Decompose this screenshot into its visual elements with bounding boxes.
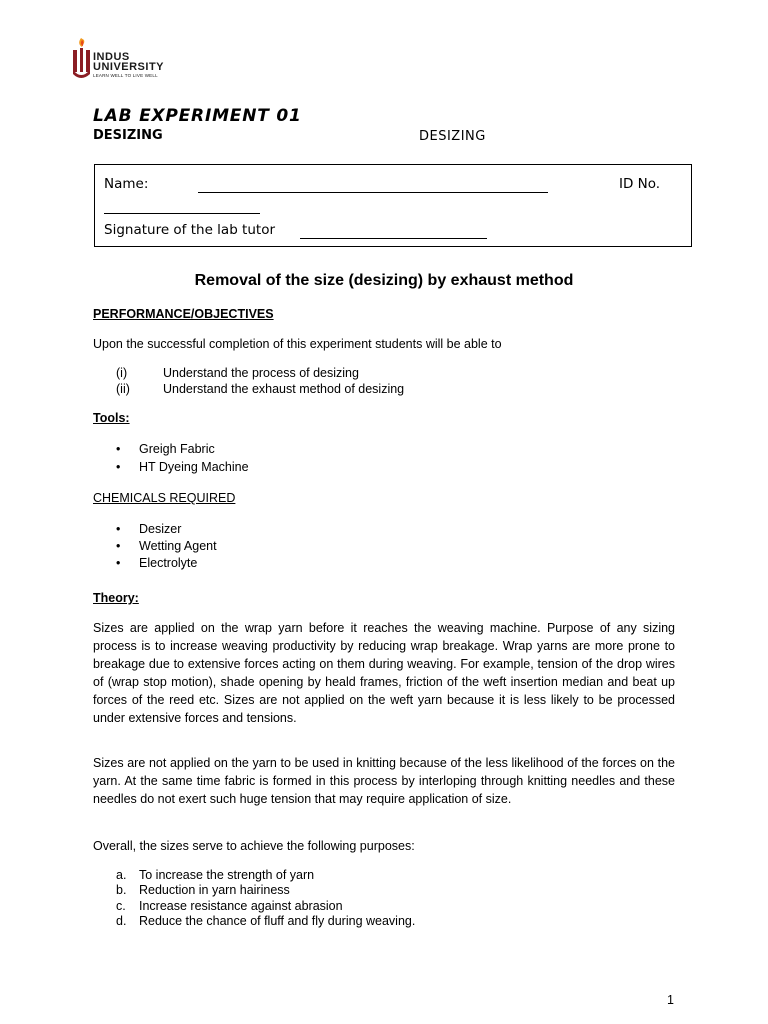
purpose-letter: a. — [116, 868, 127, 882]
objectives-heading: PERFORMANCE/OBJECTIVES — [93, 307, 274, 321]
purpose-text: Increase resistance against abrasion — [139, 899, 343, 913]
theory-paragraph-1: Sizes are applied on the wrap yarn before it reaches the weaving machine. Purpose of any sizing process is to increase weaving productivity by reducing wrap breakage. Wrap yarns are more prone to breakage due to extensive forces acting on them during weaving. For example, tension of the drop wires of (wrap stop motion), shade opening by heald frames, friction of the weft insertion median and beat up forces of the reed etc. Sizes are not applied on the weft yarn because it is less likely to be processed under extensive forces and tensions. — [93, 621, 675, 725]
objective-text: Understand the process of desizing — [163, 366, 359, 380]
tool-item: • HT Dyeing Machine — [139, 459, 249, 476]
chemicals-heading: CHEMICALS REQUIRED — [93, 491, 236, 505]
student-info-box — [94, 164, 692, 247]
tool-item: • Greigh Fabric — [139, 441, 215, 458]
objectives-intro: Upon the successful completion of this experiment students will be able to — [93, 337, 502, 351]
objective-text: Understand the exhaust method of desizing — [163, 382, 405, 396]
theory-heading: Theory: — [93, 591, 139, 605]
chemical-item: • Electrolyte — [139, 555, 197, 572]
purpose-letter: c. — [116, 899, 126, 913]
page-number: 1 — [667, 993, 674, 1007]
purpose-text: Reduce the chance of fluff and fly during weaving. — [139, 914, 416, 928]
chemical-item: • Desizer — [139, 521, 181, 538]
purpose-letter: d. — [116, 914, 127, 928]
purpose-letter: b. — [116, 883, 127, 897]
theory-paragraph-3: Overall, the sizes serve to achieve the following purposes: — [93, 839, 415, 853]
id-label: ID No. — [619, 176, 661, 192]
id-field-line[interactable] — [104, 213, 260, 214]
lab-title: LAB EXPERIMENT 01 — [93, 106, 302, 126]
logo-text — [93, 52, 164, 78]
signature-label: Signature of the lab tutor — [104, 222, 276, 238]
purpose-text: Reduction in yarn hairiness — [139, 883, 290, 897]
signature-field-line[interactable] — [300, 238, 487, 239]
logo-line-2: UNIVERSITY — [93, 61, 165, 73]
objective-num: (ii) — [116, 382, 130, 396]
objective-num: (i) — [116, 366, 128, 380]
purpose-text: To increase the strength of yarn — [139, 868, 315, 882]
tools-heading: Tools: — [93, 411, 130, 425]
subtitle-right: DESIZING — [419, 129, 486, 144]
name-field-line[interactable] — [198, 192, 548, 193]
subtitle-left: DESIZING — [93, 128, 163, 143]
name-label: Name: — [104, 176, 149, 192]
main-heading: Removal of the size (desizing) by exhaust method — [194, 272, 574, 289]
chemical-item: • Wetting Agent — [139, 538, 217, 555]
theory-paragraph-2: Sizes are not applied on the yarn to be used in knitting because of the less likelihood of the forces on the yarn. At the same time fabric is formed in this process by interloping through knitting needles and these needles do not exert such huge tension that may require application of size. — [93, 756, 675, 806]
logo-tagline: LEARN WELL TO LIVE WELL — [93, 73, 158, 78]
logo-line-1: INDUS — [93, 51, 130, 63]
